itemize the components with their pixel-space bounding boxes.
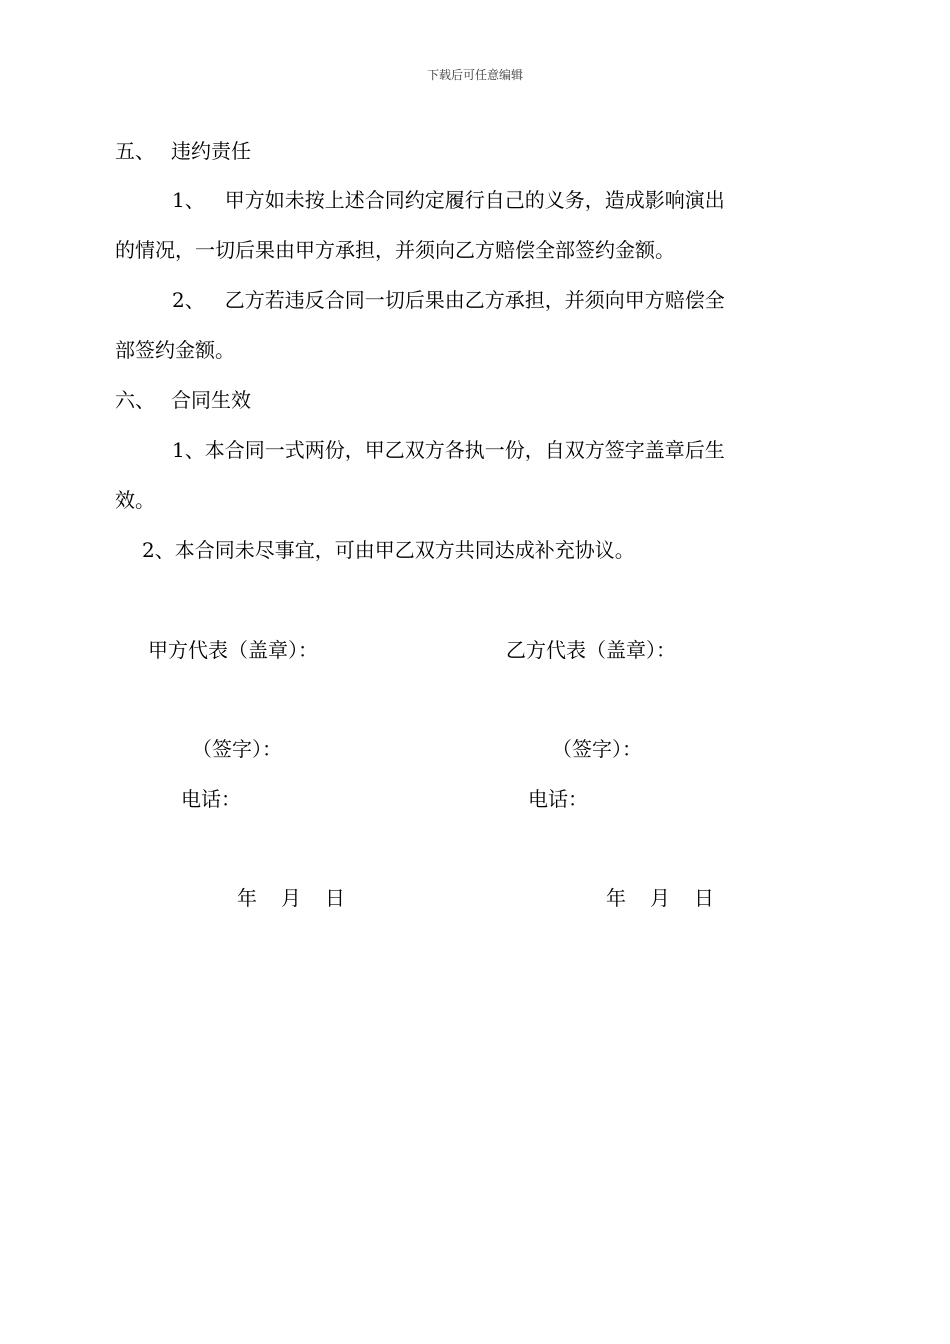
section5-item1-number: 1、 [172, 188, 205, 212]
section5-heading [115, 138, 251, 164]
section5-number: 五、 [115, 139, 155, 163]
party-b-phone-label: 电话： [528, 787, 588, 811]
party-a-rep-label: 甲方代表（盖章）： [148, 638, 318, 662]
party-b-sign-label: （签字）： [552, 737, 642, 761]
section6-item1-line1: 1、本合同一式两份，甲乙双方各执一份，自双方签字盖章后生 [172, 438, 725, 462]
party-b-rep-label: 乙方代表（盖章）： [506, 638, 676, 662]
party-b-month: 月 [650, 886, 670, 910]
party-a-year: 年 [237, 886, 257, 910]
section6-number: 六、 [115, 388, 155, 412]
section6-item2-line1: 2、本合同未尽事宜，可由甲乙双方共同达成补充协议。 [142, 538, 635, 562]
party-b-date [606, 885, 714, 911]
party-a-phone-label: 电话： [181, 787, 241, 811]
party-b-year: 年 [606, 886, 626, 910]
section6-item1-line2: 效。 [115, 488, 155, 512]
party-b-day: 日 [694, 886, 714, 910]
party-a-date [237, 885, 345, 911]
header-note: 下载后可任意编辑 [426, 68, 523, 82]
section6-heading [115, 387, 251, 413]
section5-item2-line2: 部签约金额。 [115, 338, 235, 362]
party-a-sign-label: （签字）： [192, 737, 282, 761]
section5-item2-line1 [172, 287, 725, 313]
party-a-month: 月 [281, 886, 301, 910]
section5-title: 违约责任 [171, 139, 251, 163]
section5-item1-text1: 甲方如未按上述合同约定履行自己的义务，造成影响演出 [224, 188, 725, 212]
section5-item2-number: 2、 [172, 288, 205, 312]
party-a-day: 日 [325, 886, 345, 910]
section5-item1-line2: 的情况，一切后果由甲方承担，并须向乙方赔偿全部签约金额。 [115, 238, 675, 262]
section5-item1-line1 [172, 187, 725, 213]
section5-item2-text1: 乙方若违反合同一切后果由乙方承担，并须向甲方赔偿全 [224, 288, 725, 312]
section6-title: 合同生效 [171, 388, 251, 412]
